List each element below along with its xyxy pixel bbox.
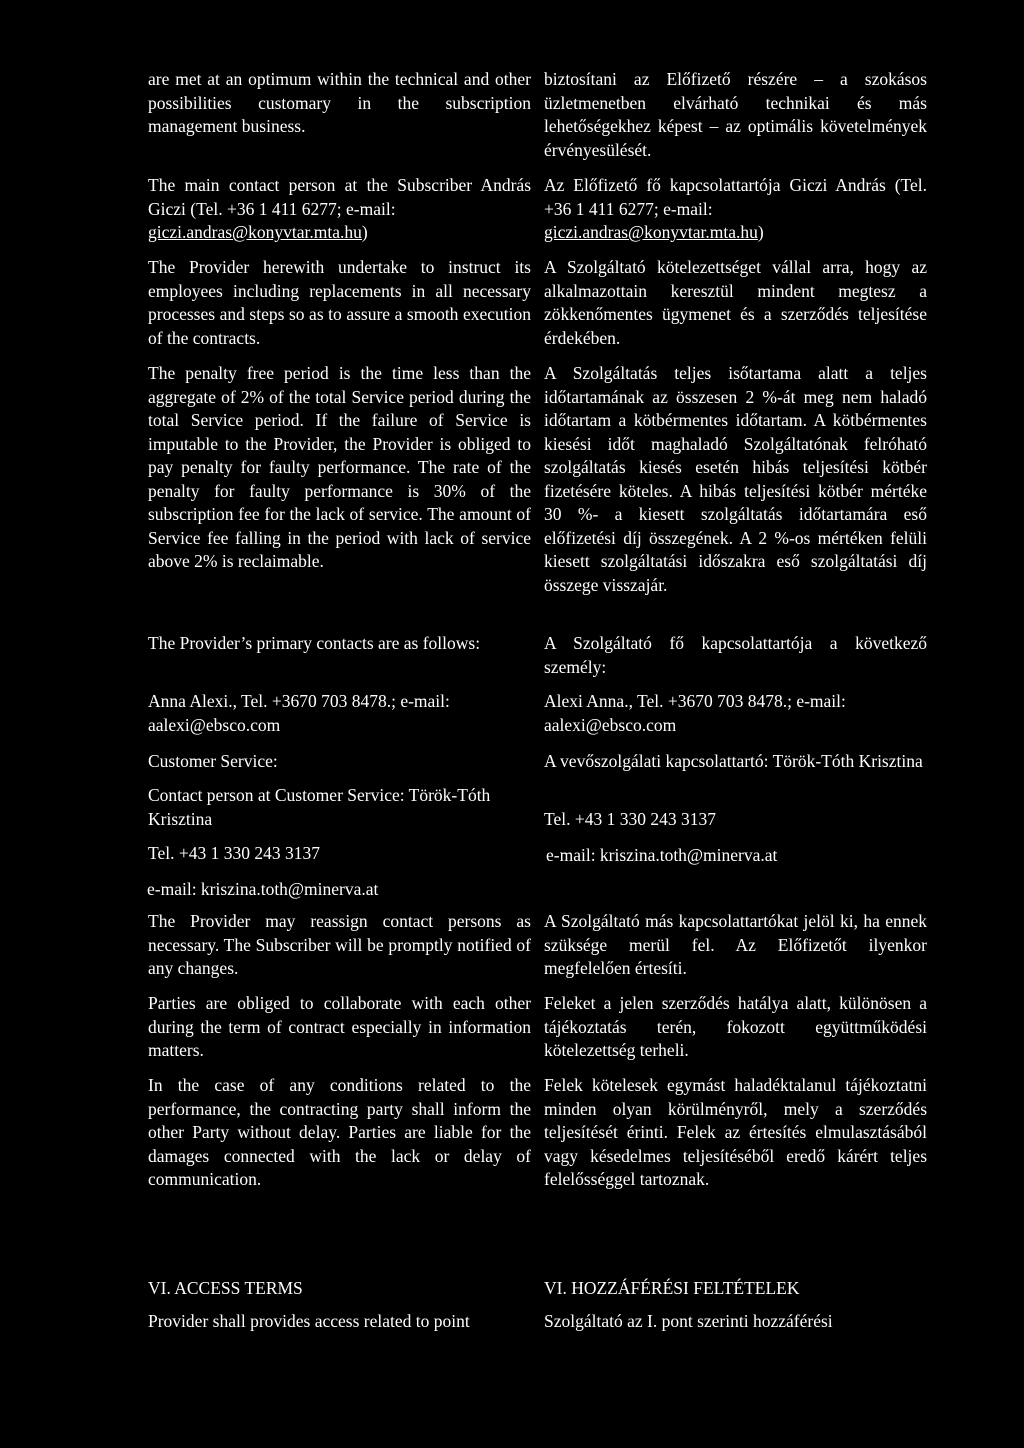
hu-main-contact-text: Az Előfizető fő kapcsolattartója Giczi András (Tel. +36 1 411 6277; e-mail:	[544, 175, 927, 219]
hu-paragraph-primary-contacts: A Szolgáltató fő kapcsolattartója a következő személy:	[544, 633, 927, 677]
hu-paragraph-penalty: A Szolgáltatás teljes isőtartama alatt a teljes időtartamának az összesen 2 %-át meg nem haladó időtartam a kötbérmentes időtartam. A kötbérmentes kiesési időt maghaladó Szolgáltatónak felróható szolgáltatás kiesés esetén hibás teljesítési kötbér fizetésére köteles. A hibás teljesítési kötbér mértéke 30 %- a kiesett szolgáltatás időtartamára eső előfizetési díj összegének. A 2 %-os mértéken felüli kiesett szolgáltatási időszakra eső szolgáltatási díj összege visszajár.	[544, 363, 927, 595]
en-paragraph-undertake: The Provider herewith undertake to instruct its employees including replacements in all necessary processes and steps so as to assure a smooth execution of the contracts.	[148, 257, 531, 348]
en-paragraph-anna-contact: Anna Alexi., Tel. +3670 703 8478.; e-mail: aalexi@ebsco.com	[148, 691, 450, 735]
en-section-heading: VI. ACCESS TERMS	[148, 1278, 303, 1298]
en-paragraph-optimum: are met at an optimum within the technical and other possibilities customary in the subscription management business.	[148, 69, 531, 136]
en-paragraph-reassign: The Provider may reassign contact persons as necessary. The Subscriber will be promptly notified of any changes.	[148, 911, 531, 978]
hu-section-heading: VI. HOZZÁFÉRÉSI FELTÉTELEK	[544, 1278, 800, 1298]
en-paragraph-conditions: In the case of any conditions related to the performance, the contracting party shall inform the other Party without delay. Parties are liable for the damages connected with the lack or delay of communication.	[148, 1075, 531, 1189]
hu-paragraph-access: Szolgáltató az I. pont szerinti hozzáférési	[544, 1311, 833, 1331]
en-paragraph-email: e-mail: kriszina.toth@minerva.at	[147, 879, 379, 899]
hu-main-contact-close: )	[757, 222, 764, 242]
hu-paragraph-undertake: A Szolgáltató kötelezettséget vállal arra, hogy az alkalmazottain keresztül mindent megtesz a zökkenőmentes ügymenet és a szerződés teljesítése érdekében.	[544, 257, 927, 348]
en-paragraph-telephone: Tel. +43 1 330 243 3137	[148, 843, 320, 863]
hu-paragraph-main-contact	[544, 174, 927, 245]
hu-paragraph-optimum: biztosítani az Előfizető részére – a szokásos üzletmenetben elvárható technikai és más lehetőségekhez képest – az optimális követelmények érvényesülését.	[544, 69, 927, 160]
hu-paragraph-anna-contact: Alexi Anna., Tel. +3670 703 8478.; e-mail: aalexi@ebsco.com	[544, 691, 846, 735]
hu-paragraph-conditions: Felek kötelesek egymást haladéktalanul tájékoztatni minden olyan körülményről, mely a szerződés teljesítését érinti. Felek az értesítés elmulasztásából vagy késedelmes teljesítéséből eredő kárért teljes felelősséggel tartoznak.	[544, 1075, 927, 1189]
hu-paragraph-reassign: A Szolgáltató más kapcsolattartókat jelöl ki, ha ennek szüksége merül fel. Az Előfizetőt ilyenkor megfelelően értesíti.	[544, 911, 927, 978]
en-main-contact-text: The main contact person at the Subscriber András Giczi (Tel. +36 1 411 6277; e-mail:	[148, 175, 531, 219]
en-paragraph-collaborate: Parties are obliged to collaborate with each other during the term of contract especially in information matters.	[148, 993, 531, 1060]
en-main-contact-close: )	[361, 222, 368, 242]
en-paragraph-main-contact	[148, 174, 531, 245]
en-paragraph-primary-contacts: The Provider’s primary contacts are as follows:	[148, 633, 481, 653]
hu-paragraph-collaborate: Feleket a jelen szerződés hatálya alatt, különösen a tájékoztatás terén, fokozott együttműködési kötelezettség terheli.	[544, 993, 927, 1060]
en-paragraph-penalty: The penalty free period is the time less than the aggregate of 2% of the total Service period during the total Service period. If the failure of Service is imputable to the Provider, the Provider is obliged to pay penalty for faulty performance. The rate of the penalty for faulty performance is 30% of the subscription fee for the lack of service. The amount of Service fee falling in the period with lack of service above 2% is reclaimable.	[148, 363, 531, 571]
hu-paragraph-cs-contact: A vevőszolgálati kapcsolattartó: Török-Tóth Krisztina	[544, 751, 923, 771]
hu-main-contact-email-link[interactable]: giczi.andras@konyvtar.mta.hu	[544, 222, 758, 242]
hu-paragraph-telephone: Tel. +43 1 330 243 3137	[544, 809, 716, 829]
en-paragraph-customer-service: Customer Service:	[148, 751, 278, 771]
en-main-contact-email-link[interactable]: giczi.andras@konyvtar.mta.hu	[148, 222, 362, 242]
hu-paragraph-email: e-mail: kriszina.toth@minerva.at	[546, 845, 778, 865]
en-paragraph-access: Provider shall provides access related to point	[148, 1311, 470, 1331]
en-paragraph-cs-contact: Contact person at Customer Service: Török-Tóth Krisztina	[148, 785, 491, 829]
